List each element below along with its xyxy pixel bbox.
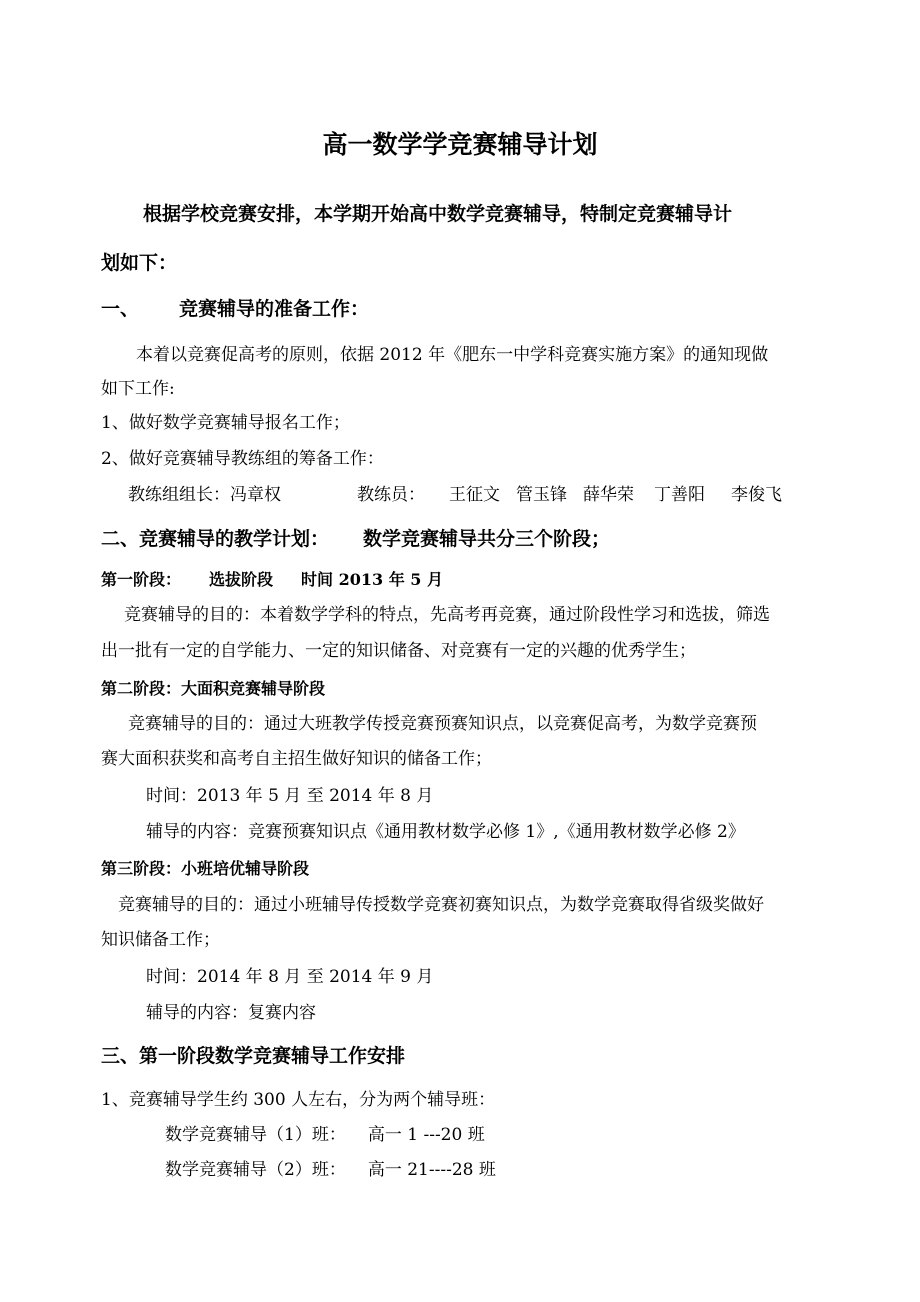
- section2-heading: [101, 526, 841, 552]
- stage3-heading: 第三阶段：小班培优辅导阶段: [101, 859, 310, 878]
- stage1-time: 时间 2013 年 5 月: [301, 570, 443, 589]
- coach-member: 丁善阳: [654, 485, 705, 505]
- stage3-time: 时间：2014 年 8 月 至 2014 年 9 月: [146, 967, 434, 987]
- stage1-heading: [101, 569, 841, 591]
- section1-item-2: 2、做好竞赛辅导教练组的筹备工作：: [101, 449, 384, 469]
- section1-para-line-1: 本着以竞赛促高考的原则，依据 2012 年《肥东一中学科竞赛实施方案》的通知现做: [136, 345, 769, 365]
- section1-title: 竞赛辅导的准备工作：: [179, 298, 370, 320]
- stage1-name: 选拔阶段: [209, 570, 274, 589]
- class1-name: 数学竞赛辅导（1）班：: [165, 1125, 346, 1145]
- coach-member: 薛华荣: [583, 485, 634, 505]
- intro-line-1: 根据学校竞赛安排，本学期开始高中数学竞赛辅导，特制定竞赛辅导计: [143, 203, 733, 225]
- stage2-purpose-line-2: 赛大面积获奖和高考自主招生做好知识的储备工作；: [101, 749, 492, 769]
- section1-item-1: 1、做好数学竞赛辅导报名工作；: [101, 413, 350, 433]
- coach-member: 李俊飞: [731, 485, 782, 505]
- class2-name: 数学竞赛辅导（2）班：: [165, 1160, 346, 1180]
- stage3-content: 辅导的内容：复赛内容: [146, 1003, 316, 1023]
- class1-line: [165, 1124, 905, 1146]
- class2-range: 高一 21----28 班: [367, 1160, 496, 1180]
- class2-line: [165, 1159, 905, 1181]
- stage3-purpose-line-2: 知识储备工作；: [101, 930, 220, 950]
- stage2-time: 时间：2013 年 5 月 至 2014 年 8 月: [146, 786, 434, 806]
- document-title: 高一数学学竞赛辅导计划: [322, 130, 598, 159]
- stage1-label: 第一阶段：: [101, 570, 182, 589]
- stage1-purpose-line-1: 竞赛辅导的目的：本着数学学科的特点，先高考再竞赛，通过阶段性学习和选拔，筛选: [124, 605, 770, 625]
- coach-team-line: [128, 484, 868, 506]
- stage2-purpose-line-1: 竞赛辅导的目的：通过大班教学传授竞赛预赛知识点，以竞赛促高考，为数学竞赛预: [128, 714, 757, 734]
- coach-members-label: 教练员：: [357, 485, 425, 505]
- class1-range: 高一 1 ---20 班: [367, 1125, 485, 1145]
- coach-member: 王征文: [449, 485, 500, 505]
- stage3-purpose-line-1: 竞赛辅导的目的：通过小班辅导传授数学竞赛初赛知识点，为数学竞赛取得省级奖做好: [118, 895, 764, 915]
- section1-number: 一、: [101, 298, 140, 320]
- coach-leader: 教练组组长：冯章权: [128, 485, 281, 505]
- stage2-heading: 第二阶段：大面积竞赛辅导阶段: [101, 679, 326, 698]
- intro-line-2: 划如下：: [101, 252, 178, 274]
- section3-item-1: 1、竞赛辅导学生约 300 人左右，分为两个辅导班：: [101, 1090, 496, 1110]
- coach-member: 管玉锋: [516, 485, 567, 505]
- section3-heading: 三、第一阶段数学竞赛辅导工作安排: [101, 1045, 406, 1067]
- section1-para-line-2: 如下工作:: [101, 379, 175, 399]
- stage2-content: 辅导的内容：竞赛预赛知识点《通用教材数学必修 1》,《通用教材数学必修 2》: [146, 822, 745, 842]
- stage1-purpose-line-2: 出一批有一定的自学能力、一定的知识储备、对竞赛有一定的兴趣的优秀学生；: [101, 641, 696, 661]
- section2-title: 二、竞赛辅导的教学计划：: [101, 528, 330, 550]
- section2-subtitle: 数学竞赛辅导共分三个阶段；: [363, 528, 611, 550]
- section1-heading: [101, 296, 841, 322]
